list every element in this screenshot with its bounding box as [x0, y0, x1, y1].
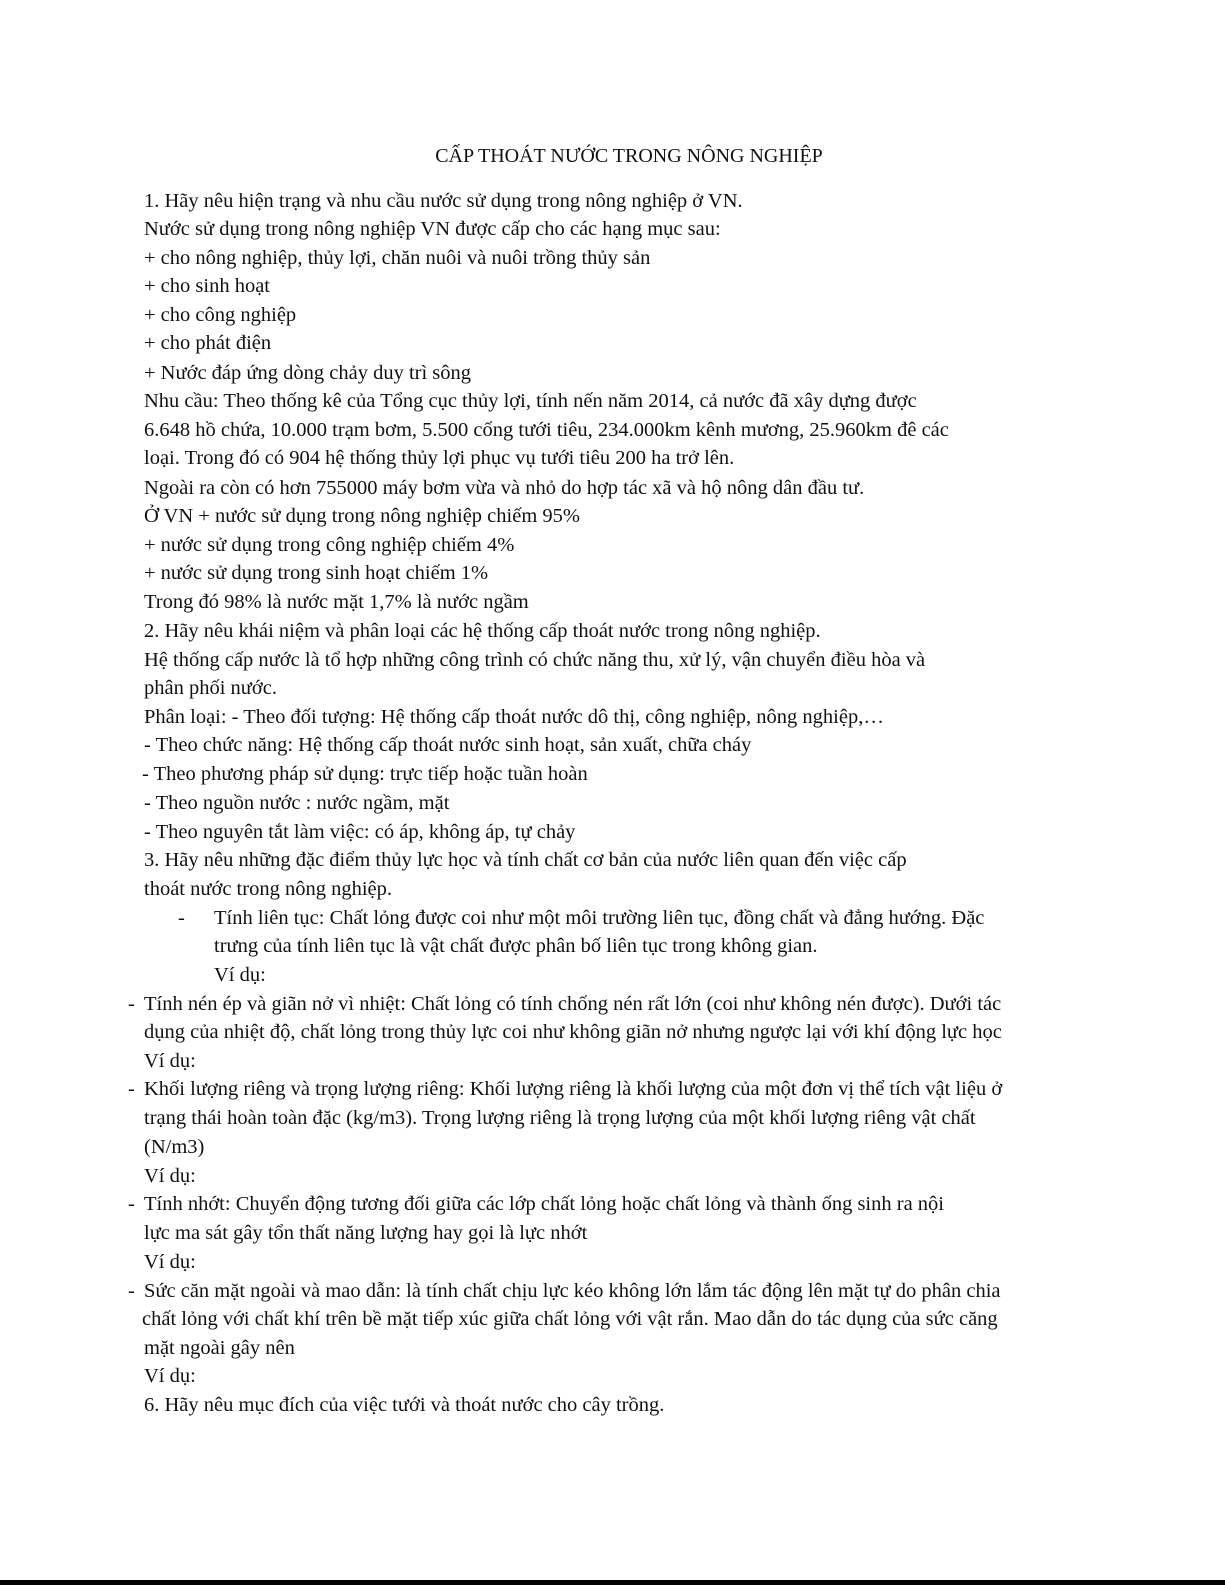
paragraph-line: trưng của tính liên tục là vật chất được phân bố liên tục trong không gian. [214, 935, 818, 957]
paragraph-line: Khối lượng riêng và trọng lượng riêng: Khối lượng riêng là khối lượng của một đơn vị thể tích vật liệu ở [144, 1078, 1003, 1100]
question-1: 1. Hãy nêu hiện trạng và nhu cầu nước sử dụng trong nông nghiệp ở VN. [144, 190, 743, 212]
paragraph-line: trạng thái hoàn toàn đặc (kg/m3). Trọng lượng riêng là trọng lượng của một khối lượng riêng vật chất [144, 1107, 976, 1129]
example-label: Ví dụ: [144, 1165, 196, 1187]
paragraph-line: lực ma sát gây tổn thất năng lượng hay gọi là lực nhớt [144, 1222, 588, 1244]
paragraph-line: Tính nén ép và giãn nở vì nhiệt: Chất lỏng có tính chống nén rất lớn (coi như không nén được). Dưới tác [144, 993, 1002, 1015]
example-label: Ví dụ: [214, 964, 266, 986]
paragraph-line: Hệ thống cấp nước là tổ hợp những công trình có chức năng thu, xử lý, vận chuyển điều hòa và [144, 649, 926, 671]
example-label: Ví dụ: [144, 1251, 196, 1273]
paragraph-line: - Theo phương pháp sử dụng: trực tiếp hoặc tuần hoàn [142, 763, 588, 785]
paragraph-line: Phân loại: - Theo đối tượng: Hệ thống cấp thoát nước dô thị, công nghiệp, nông nghiệp,… [144, 706, 884, 728]
bullet-dash: - [178, 907, 185, 929]
paragraph-line: - Theo chức năng: Hệ thống cấp thoát nước sinh hoạt, sản xuất, chữa cháy [144, 734, 752, 756]
bottom-edge-line [0, 1580, 1225, 1585]
paragraph-line: 6.648 hồ chứa, 10.000 trạm bơm, 5.500 cống tưới tiêu, 234.000km kênh mương, 25.960km đê các [144, 419, 949, 441]
paragraph-line: - Theo nguyên tắt làm việc: có áp, không áp, tự chảy [144, 821, 576, 843]
paragraph-line: + cho phát điện [144, 332, 272, 354]
paragraph-line: Trong đó 98% là nước mặt 1,7% là nước ngầm [144, 591, 529, 613]
paragraph-line: phân phối nước. [144, 677, 277, 699]
paragraph-line: + nước sử dụng trong sinh hoạt chiếm 1% [144, 562, 489, 584]
example-label: Ví dụ: [144, 1365, 196, 1387]
question-6: 6. Hãy nêu mục đích của việc tưới và thoát nước cho cây trồng. [144, 1394, 665, 1416]
paragraph-line: + cho nông nghiệp, thủy lợi, chăn nuôi và nuôi trồng thủy sản [144, 247, 651, 269]
paragraph-line: Ngoài ra còn có hơn 755000 máy bơm vừa và nhỏ do hợp tác xã và hộ nông dân đầu tư. [144, 477, 865, 499]
paragraph-line: loại. Trong đó có 904 hệ thống thủy lợi phục vụ tưới tiêu 200 ha trở lên. [144, 447, 735, 469]
paragraph-line: chất lỏng với chất khí trên bề mặt tiếp xúc giữa chất lỏng với vật rắn. Mao dẫn do tác dụng của sức căng [142, 1308, 998, 1330]
question-3: 3. Hãy nêu những đặc điểm thủy lực học và tính chất cơ bản của nước liên quan đến việc cấp [144, 849, 907, 871]
bullet-dash: - [128, 1078, 135, 1100]
example-label: Ví dụ: [144, 1050, 196, 1072]
paragraph-line: + Nước đáp ứng dòng chảy duy trì sông [144, 362, 472, 384]
paragraph-line: Ở VN + nước sử dụng trong nông nghiệp chiếm 95% [144, 505, 580, 527]
paragraph-line: dụng của nhiệt độ, chất lỏng trong thủy lực coi như không giãn nở nhưng ngược lại với khí động lực học [144, 1021, 1002, 1043]
paragraph-line: - Theo nguồn nước : nước ngầm, mặt [144, 792, 450, 814]
paragraph-line: + cho sinh hoạt [144, 275, 271, 297]
paragraph-line: Nước sử dụng trong nông nghiệp VN được cấp cho các hạng mục sau: [144, 218, 721, 240]
paragraph-line: Nhu cầu: Theo thống kê của Tổng cục thủy lợi, tính nến năm 2014, cả nước đã xây dựng được [144, 390, 917, 412]
paragraph-line: + cho công nghiệp [144, 304, 297, 326]
paragraph-line: Sức căn mặt ngoài và mao dẫn: là tính chất chịu lực kéo không lớn lắm tác động lên mặt tự do phân chia [144, 1280, 1001, 1302]
paragraph-line: thoát nước trong nông nghiệp. [144, 878, 392, 900]
paragraph-line: Tính liên tục: Chất lỏng được coi như một môi trường liên tục, đồng chất và đẳng hướng. Đặc [214, 907, 985, 929]
paragraph-line: mặt ngoài gây nên [144, 1337, 295, 1359]
paragraph-line: + nước sử dụng trong công nghiệp chiếm 4% [144, 534, 515, 556]
bullet-dash: - [128, 1193, 135, 1215]
paragraph-line: Tính nhớt: Chuyển động tương đối giữa các lớp chất lỏng hoặc chất lỏng và thành ống sinh ra nội [144, 1193, 944, 1215]
question-2: 2. Hãy nêu khái niệm và phân loại các hệ thống cấp thoát nước trong nông nghiệp. [144, 620, 821, 642]
bullet-dash: - [128, 993, 135, 1015]
document-title: CẤP THOÁT NƯỚC TRONG NÔNG NGHIỆP [435, 145, 823, 167]
bullet-dash: - [128, 1280, 135, 1302]
paragraph-line: (N/m3) [144, 1136, 205, 1158]
